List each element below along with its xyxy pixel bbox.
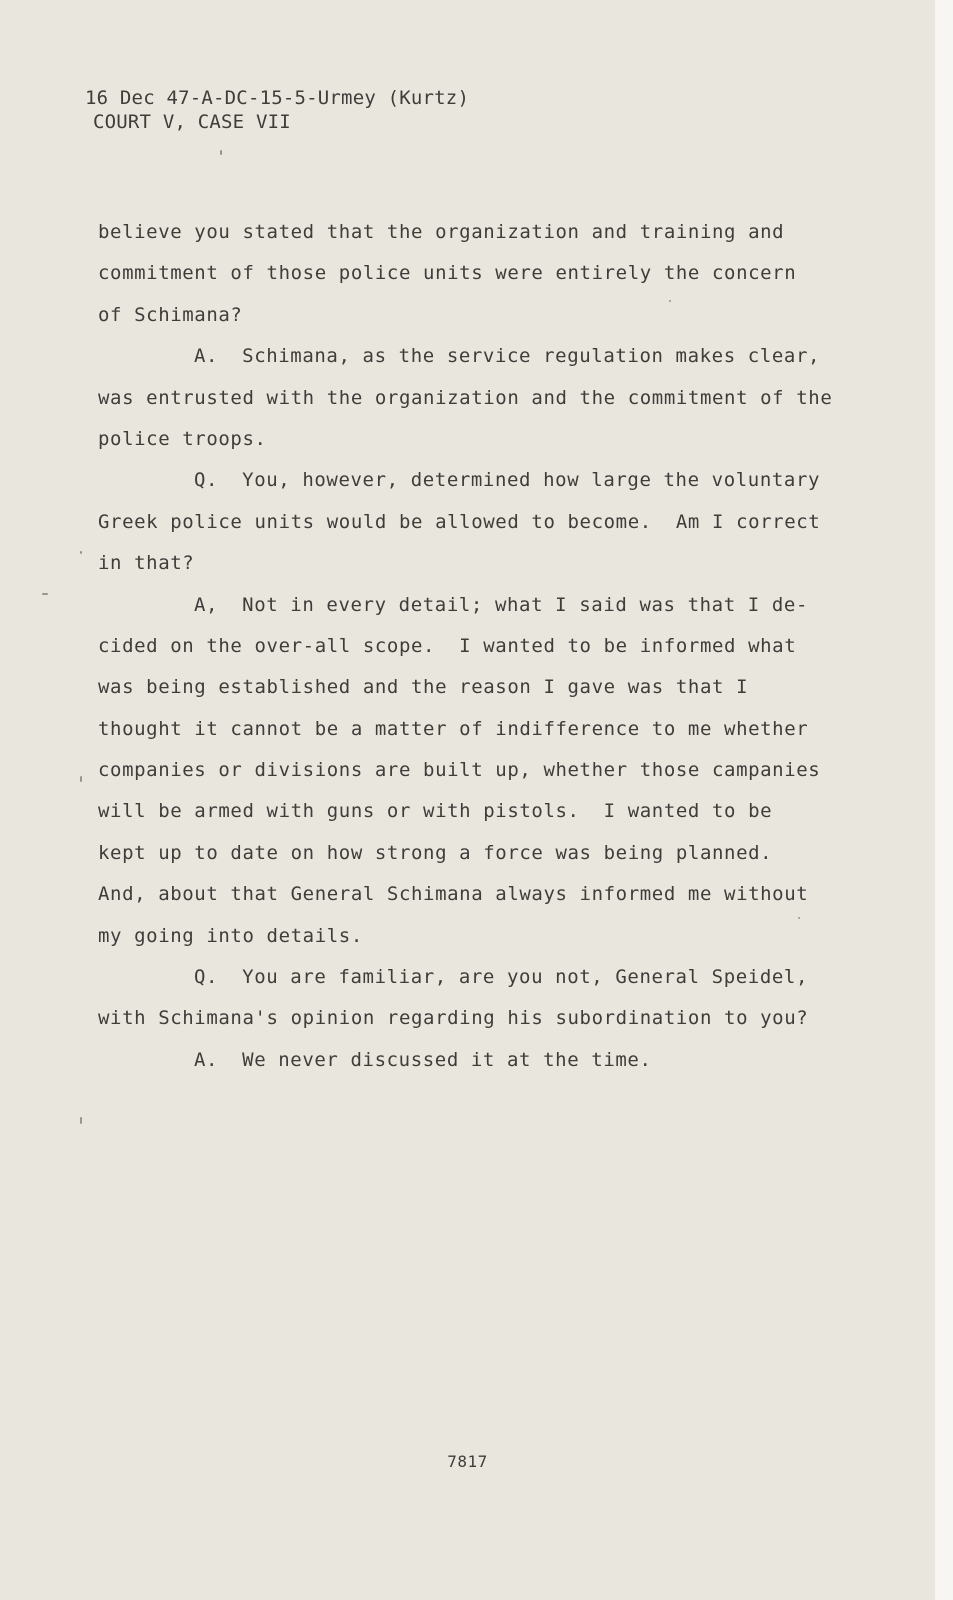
- transcript-line: A. Schimana, as the service regulation makes clear,: [194, 345, 821, 368]
- transcript-line: believe you stated that the organization and training and: [98, 221, 785, 243]
- transcript-line: Q. You are familiar, are you not, General Speidel,: [194, 966, 808, 989]
- paper-speck: [80, 551, 82, 554]
- transcript-line: was being established and the reason I gave was that I: [98, 676, 749, 699]
- transcript-line: Q. You, however, determined how large the voluntary: [194, 469, 821, 492]
- transcript-line: thought it cannot be a matter of indifference to me whether: [98, 717, 809, 740]
- header-reference: 16 Dec 47-A-DC-15-5-Urmey (Kurtz): [85, 87, 470, 109]
- transcript-line: police troops.: [98, 427, 267, 450]
- transcript-line: Greek police units would be allowed to become. Am I correct: [98, 510, 821, 533]
- transcript-line: kept up to date on how strong a force was being planned.: [98, 841, 773, 864]
- transcript-line: will be armed with guns or with pistols. I wanted to be: [98, 800, 773, 823]
- paper-speck: [669, 300, 671, 302]
- transcript-line: companies or divisions are built up, whether those campanies: [98, 759, 821, 782]
- header-court-case: COURT V, CASE VII: [93, 111, 291, 133]
- paper-speck: [220, 150, 222, 155]
- transcript-line: of Schimana?: [98, 303, 243, 326]
- page-edge: [935, 0, 953, 1600]
- paper-speck: [798, 917, 800, 919]
- transcript-line: commitment of those police units were entirely the concern: [98, 262, 797, 285]
- transcript-line: A, Not in every detail; what I said was that I de-: [194, 593, 808, 616]
- transcript-line: A. We never discussed it at the time.: [194, 1048, 652, 1071]
- paper-speck: [80, 776, 82, 782]
- transcript-line: my going into details.: [98, 924, 363, 947]
- page-number: 7817: [447, 1452, 488, 1471]
- document-header: [85, 86, 469, 134]
- transcript-body: [98, 212, 858, 1081]
- transcript-line: in that?: [98, 552, 195, 575]
- transcript-line: cided on the over-all scope. I wanted to be informed what: [98, 634, 797, 657]
- paper-speck: [80, 1117, 82, 1124]
- paper-speck: [42, 593, 48, 595]
- transcript-line: with Schimana's opinion regarding his subordination to you?: [98, 1007, 809, 1030]
- transcript-line: And, about that General Schimana always informed me without: [98, 883, 809, 906]
- transcript-line: was entrusted with the organization and the commitment of the: [98, 386, 833, 409]
